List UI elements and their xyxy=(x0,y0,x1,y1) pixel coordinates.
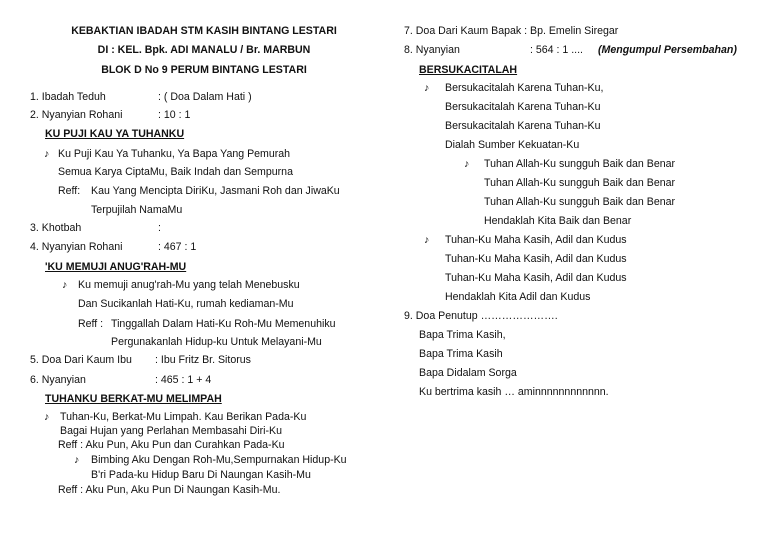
song-3-verse-2-line-1: Bimbing Aku Dengan Roh-Mu,Sempurnakan Hidup-Ku xyxy=(91,454,347,466)
song-2-line-2: Dan Sucikanlah Hati-Ku, rumah kediaman-Mu xyxy=(78,298,294,310)
song-3-reff-1: Reff : Aku Pun, Aku Pun dan Curahkan Pada-Ku xyxy=(58,439,285,451)
header-host: DI : KEL. Bpk. ADI MANALU / Br. MARBUN xyxy=(97,44,311,56)
item-2-label: 2. Nyanyian Rohani xyxy=(30,109,123,121)
item-6-label: 6. Nyanyian xyxy=(30,374,86,386)
song-4-verse-3-line-4: Hendaklah Kita Adil dan Kudus xyxy=(445,291,591,303)
item-2-value: : 10 : 1 xyxy=(158,109,191,121)
item-8-note: (Mengumpul Persembahan) xyxy=(598,44,737,56)
item-8-value: : 564 : 1 .... xyxy=(530,44,583,56)
music-note-icon: ♪ xyxy=(44,411,50,423)
music-note-icon: ♪ xyxy=(62,279,68,291)
song-4-verse-3-line-3: Tuhan-Ku Maha Kasih, Adil dan Kudus xyxy=(445,272,627,284)
item-5-value: : Ibu Fritz Br. Sitorus xyxy=(155,354,251,366)
item-6-value: : 465 : 1 + 4 xyxy=(155,374,212,386)
song-3-line-1: Tuhan-Ku, Berkat-Mu Limpah. Kau Berikan Pada-Ku xyxy=(60,411,307,423)
item-3-value: : xyxy=(158,222,161,234)
song-3-line-2: Bagai Hujan yang Perlahan Membasahi Diri-Ku xyxy=(60,425,282,437)
song-4-line-3: Bersukacitalah Karena Tuhan-Ku xyxy=(445,120,601,132)
header-title: KEBAKTIAN IBADAH STM KASIH BINTANG LESTARI xyxy=(71,25,337,37)
song-1-title: KU PUJI KAU YA TUHANKU xyxy=(45,128,185,140)
song-4-verse-2-line-3: Tuhan Allah-Ku sungguh Baik dan Benar xyxy=(484,196,676,208)
song-3-title: TUHANKU BERKAT-MU MELIMPAH xyxy=(45,393,222,405)
song-1-reff-label: Reff: xyxy=(58,185,81,197)
music-note-icon: ♪ xyxy=(424,82,430,94)
song-2-title: 'KU MEMUJI ANUG'RAH-MU xyxy=(45,261,187,273)
item-1-label: 1. Ibadah Teduh xyxy=(30,91,106,103)
song-4-line-2: Bersukacitalah Karena Tuhan-Ku xyxy=(445,101,601,113)
song-3-reff-2: Reff : Aku Pun, Aku Pun Di Naungan Kasih-Mu. xyxy=(58,484,281,496)
item-5-label: 5. Doa Dari Kaum Ibu xyxy=(30,354,132,366)
item-1-value: : ( Doa Dalam Hati ) xyxy=(158,91,252,103)
song-4-verse-3-line-2: Tuhan-Ku Maha Kasih, Adil dan Kudus xyxy=(445,253,627,265)
song-3-verse-2-line-2: B'ri Pada-ku Hidup Baru Di Naungan Kasih-Mu xyxy=(91,469,311,481)
song-4-line-1: Bersukacitalah Karena Tuhan-Ku, xyxy=(445,82,604,94)
item-3-label: 3. Khotbah xyxy=(30,222,82,234)
song-4-verse-2-line-4: Hendaklah Kita Baik dan Benar xyxy=(484,215,632,227)
item-7: 7. Doa Dari Kaum Bapak : Bp. Emelin Siregar xyxy=(404,25,619,37)
song-2-reff-label: Reff : xyxy=(78,318,104,330)
song-4-verse-2-line-1: Tuhan Allah-Ku sungguh Baik dan Benar xyxy=(484,158,676,170)
item-4-value: : 467 : 1 xyxy=(158,241,197,253)
song-2-reff-line-2: Pergunakanlah Hidup-ku Untuk Melayani-Mu xyxy=(111,336,322,348)
song-4-verse-2-line-2: Tuhan Allah-Ku sungguh Baik dan Benar xyxy=(484,177,676,189)
music-note-icon: ♪ xyxy=(464,158,470,170)
closing-line-1: Bapa Trima Kasih, xyxy=(419,329,506,341)
item-4-label: 4. Nyanyian Rohani xyxy=(30,241,123,253)
music-note-icon: ♪ xyxy=(74,454,80,466)
header-address: BLOK D No 9 PERUM BINTANG LESTARI xyxy=(101,64,307,76)
song-4-title: BERSUKACITALAH xyxy=(419,64,518,76)
item-9: 9. Doa Penutup …………………. xyxy=(404,310,558,322)
closing-line-3: Bapa Didalam Sorga xyxy=(419,367,517,379)
music-note-icon: ♪ xyxy=(44,148,50,160)
music-note-icon: ♪ xyxy=(424,234,430,246)
song-2-line-1: Ku memuji anug'rah-Mu yang telah Menebusku xyxy=(78,279,300,291)
song-2-reff-line-1: Tinggallah Dalam Hati-Ku Roh-Mu Memenuhiku xyxy=(111,318,336,330)
song-1-reff-line-1: Kau Yang Mencipta DiriKu, Jasmani Roh dan JiwaKu xyxy=(91,185,340,197)
song-1-line-2: Semua Karya CiptaMu, Baik Indah dan Sempurna xyxy=(58,166,293,178)
closing-line-2: Bapa Trima Kasih xyxy=(419,348,503,360)
song-1-line-1: Ku Puji Kau Ya Tuhanku, Ya Bapa Yang Pemurah xyxy=(58,148,291,160)
closing-line-4: Ku bertrima kasih … aminnnnnnnnnnnn. xyxy=(419,386,609,398)
song-4-verse-3-line-1: Tuhan-Ku Maha Kasih, Adil dan Kudus xyxy=(445,234,627,246)
song-1-reff-line-2: Terpujilah NamaMu xyxy=(91,204,183,216)
song-4-line-4: Dialah Sumber Kekuatan-Ku xyxy=(445,139,580,151)
item-8-label: 8. Nyanyian xyxy=(404,44,460,56)
